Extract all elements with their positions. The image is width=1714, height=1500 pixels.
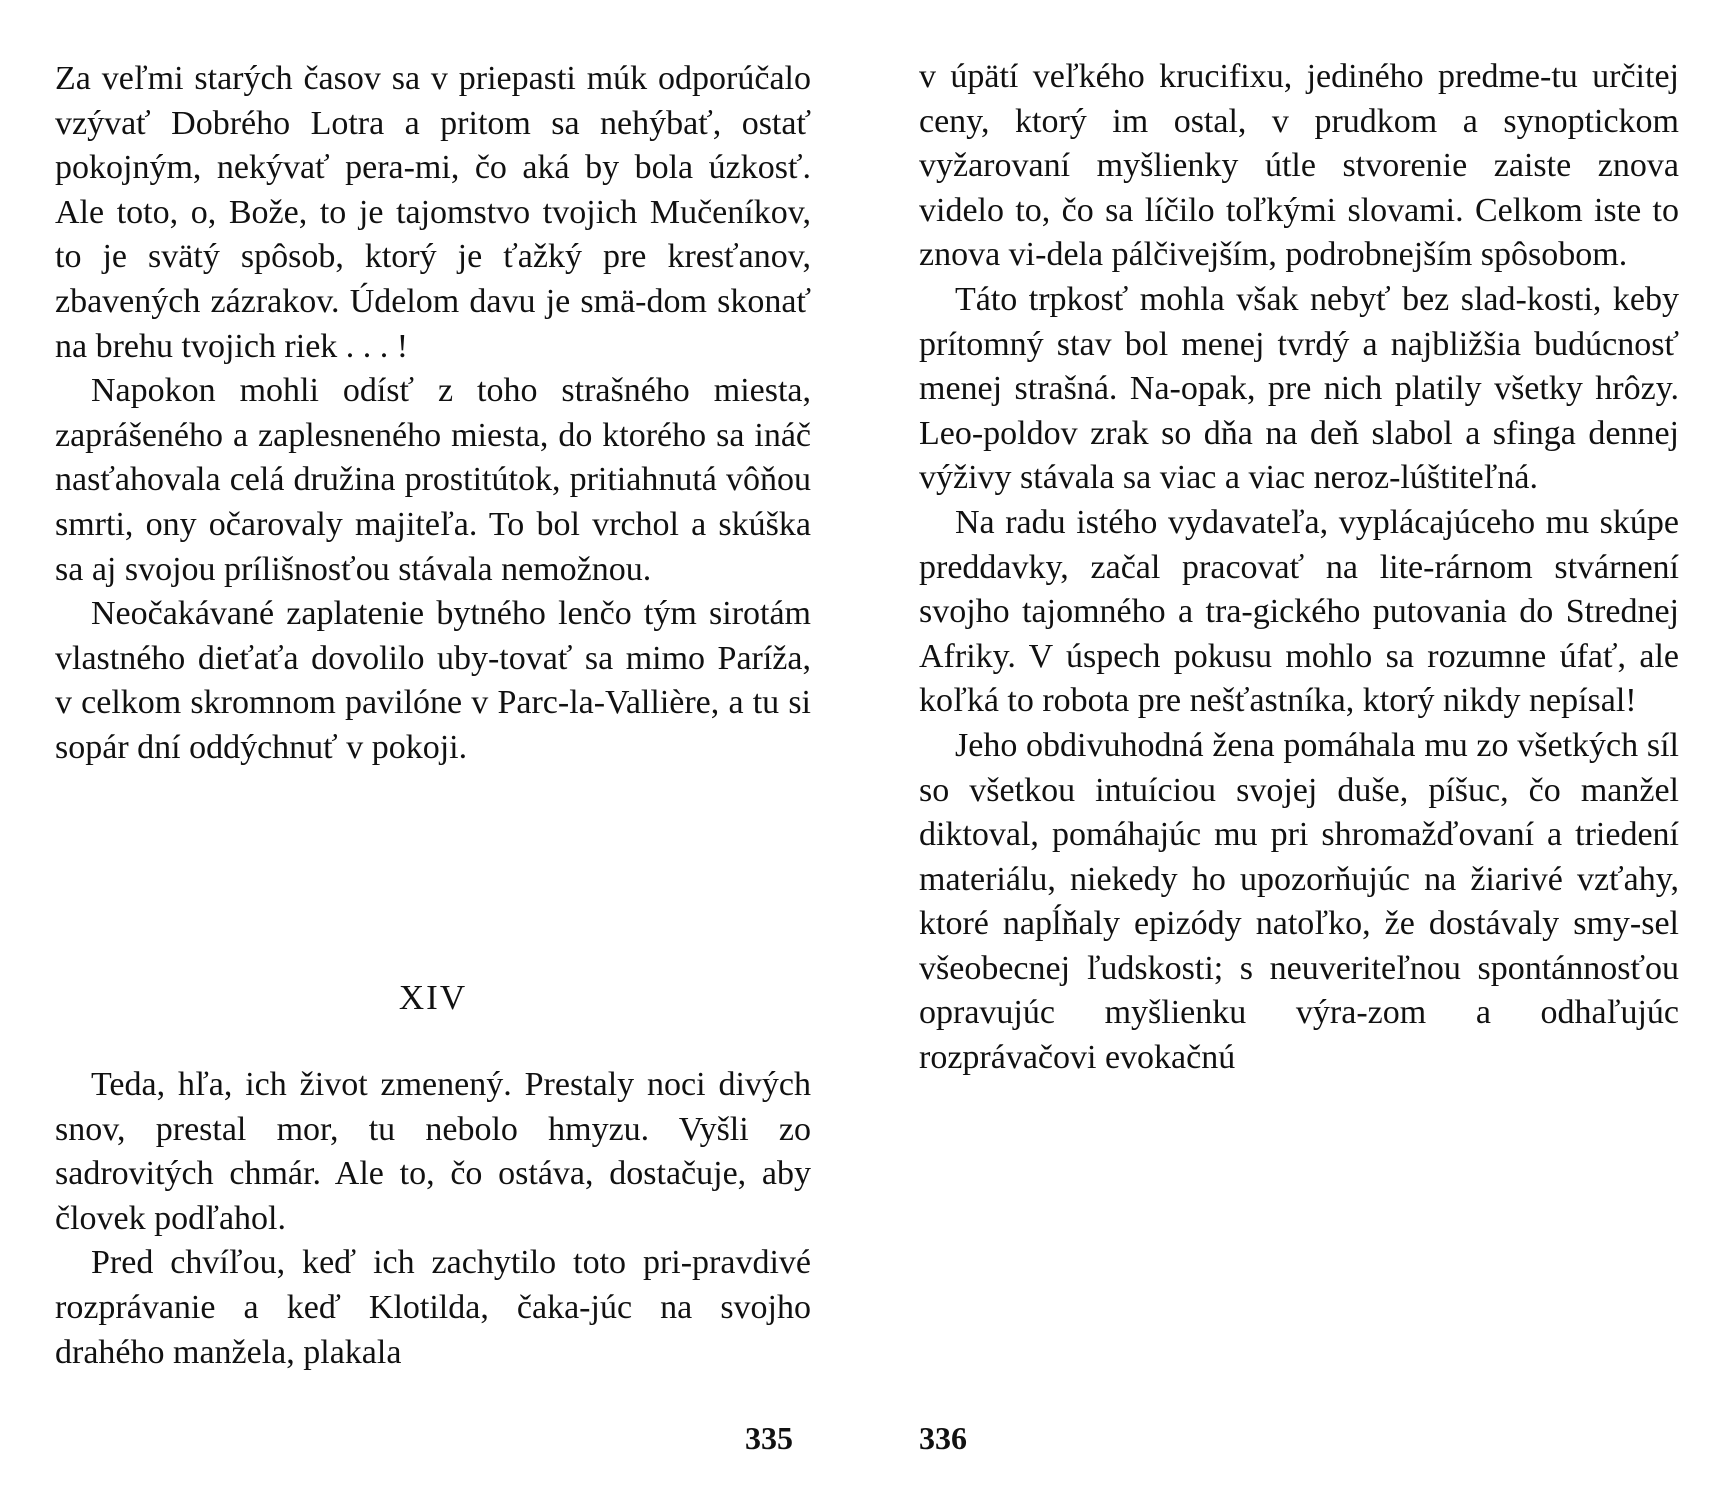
left-page-text-top	[55, 57, 811, 771]
page-number: 336	[919, 1420, 967, 1456]
paragraph: Za veľmi starých časov sa v priepasti múk odporúčalo vzývať Dobrého Lotra a pritom sa nehýbať, ostať pokojným, nekývať pera-mi, čo aká by bola úzkosť. Ale toto, o, Bože, to je tajomstvo tvojich Mučeníkov, to je svätý spôsob, ktorý je ťažký pre kresťanov, zbavených zázrakov. Údelom davu je smä-dom skonať na brehu tvojich riek . . . !	[55, 60, 811, 365]
right-page-text	[919, 55, 1679, 1081]
chapter-heading: XIV	[398, 978, 468, 1017]
page-number: 335	[745, 1420, 793, 1456]
paragraph: Na radu istého vydavateľa, vyplácajúceho mu skúpe preddavky, začal pracovať na lite-rárnom stvárnení svojho tajomného a tra-gického putovania do Strednej Afriky. V úspech pokusu mohlo sa rozumne úfať, ale koľká to robota pre nešťastníka, ktorý nikdy nepísal!	[919, 503, 1679, 720]
paragraph: Teda, hľa, ich život zmenený. Prestaly noci divých snov, prestal mor, tu nebolo hmyzu. Vyšli zo sadrovitých chmár. Ale to, čo ostáva, dostačuje, aby človek podľahol.	[55, 1066, 811, 1237]
left-page-text-bottom	[55, 1063, 811, 1375]
paragraph: Jeho obdivuhodná žena pomáhala mu zo všetkých síl so všetkou intuíciou svojej duše, píšuc, čo manžel diktoval, pomáhajúc mu pri shromažďovaní a triedení materiálu, niekedy ho upozorňujúc na žiarivé vzťahy, ktoré napĺňaly epizódy natoľko, že dostávaly smy-sel všeobecnej ľudskosti; s neuveriteľnou spontánnosťou opravujúc myšlienku výra-zom a odhaľujúc rozprávačovi evokačnú	[919, 726, 1679, 1077]
paragraph: Napokon mohli odísť z toho strašného miesta, zaprášeného a zaplesneného miesta, do ktorého sa ináč nasťahovala celá družina prostitútok, pritiahnutá vôňou smrti, ony očarovaly majiteľa. To bol vrchol a skúška sa aj svojou prílišnosťou stávala nemožnou.	[55, 372, 811, 588]
right-page	[857, 0, 1714, 1500]
paragraph: Neočakávané zaplatenie bytného lenčo tým sirotám vlastného dieťaťa dovolilo uby-tovať sa mimo Paríža, v celkom skromnom pavilóne v Parc-la-Vallière, a tu si sopár dní oddýchnuť v pokoji.	[55, 595, 811, 766]
paragraph: Pred chvíľou, keď ich zachytilo toto pri-pravdivé rozprávanie a keď Klotilda, čaka-júc na svojho drahého manžela, plakala	[55, 1244, 811, 1371]
paragraph: v úpätí veľkého krucifixu, jediného predme-tu určitej ceny, ktorý im ostal, v prudkom a synoptickom vyžarovaní myšlienky útle stvorenie zaiste znova videlo to, čo sa líčilo toľkými slovami. Celkom iste to znova vi-dela pálčivejším, podrobnejším spôsobom.	[919, 58, 1679, 274]
paragraph: Táto trpkosť mohla však nebyť bez slad-kosti, keby prítomný stav bol menej tvrdý a najbližšia budúcnosť menej strašná. Na-opak, pre nich platily všetky hrôzy. Leo-poldov zrak so dňa na deň slabol a sfinga dennej výživy stávala sa viac a viac neroz-lúštiteľná.	[919, 280, 1679, 497]
